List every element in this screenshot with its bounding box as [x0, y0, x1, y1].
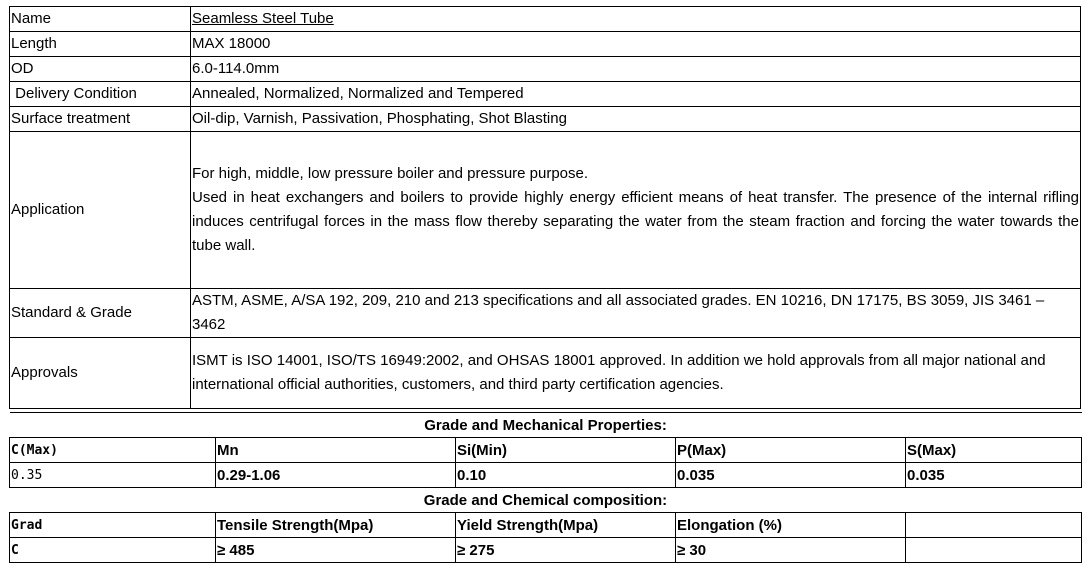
mechanical-value: 0.035	[676, 463, 906, 488]
surface-label: Surface treatment	[10, 107, 191, 132]
spec-row-length	[10, 32, 1081, 57]
chemical-value: ≥ 275	[456, 538, 676, 563]
approvals-line-2: international official authorities, customers, and third party certification agencies.	[192, 376, 724, 393]
chemical-header: Grad	[10, 513, 216, 538]
spec-row-standard	[10, 289, 1081, 338]
mechanical-value: 0.35	[10, 463, 216, 488]
spec-row-approvals	[10, 338, 1081, 409]
mechanical-title-row	[10, 413, 1082, 438]
chemical-value: C	[10, 538, 216, 563]
chemical-value: ≥ 485	[216, 538, 456, 563]
spec-table	[9, 6, 1081, 409]
mechanical-value: 0.10	[456, 463, 676, 488]
delivery-value: Annealed, Normalized, Normalized and Tempered	[191, 82, 1081, 107]
od-value: 6.0-114.0mm	[191, 57, 1081, 82]
spec-row-name	[10, 7, 1081, 32]
length-label: Length	[10, 32, 191, 57]
chemical-header	[906, 513, 1082, 538]
surface-value: Oil-dip, Varnish, Passivation, Phosphating, Shot Blasting	[191, 107, 1081, 132]
standard-label: Standard & Grade	[10, 289, 191, 338]
approvals-value	[191, 338, 1081, 409]
chemical-value-row	[10, 538, 1082, 563]
chemical-value: ≥ 30	[676, 538, 906, 563]
application-value	[191, 132, 1081, 289]
standard-value: ASTM, ASME, A/SA 192, 209, 210 and 213 specifications and all associated grades. EN 10216, DN 17175, BS 3059, JIS 3461 – 3462	[191, 289, 1081, 338]
chemical-header-row	[10, 513, 1082, 538]
chemical-header: Elongation (%)	[676, 513, 906, 538]
approvals-line-1: ISMT is ISO 14001, ISO/TS 16949:2002, and OHSAS 18001 approved. In addition we hold approvals from all major national and	[192, 352, 1046, 369]
length-value: MAX 18000	[191, 32, 1081, 57]
mechanical-value: 0.29-1.06	[216, 463, 456, 488]
chemical-header: Yield Strength(Mpa)	[456, 513, 676, 538]
mechanical-title: Grade and Mechanical Properties:	[10, 413, 1082, 438]
application-label: Application	[10, 132, 191, 289]
name-value[interactable]: Seamless Steel Tube	[191, 7, 1081, 32]
mechanical-value-row	[10, 463, 1082, 488]
mechanical-header: C(Max)	[10, 438, 216, 463]
chemical-title-row	[10, 488, 1082, 513]
approvals-label: Approvals	[10, 338, 191, 409]
chemical-title: Grade and Chemical composition:	[10, 488, 1082, 513]
mechanical-header: P(Max)	[676, 438, 906, 463]
od-label: OD	[10, 57, 191, 82]
spec-row-surface	[10, 107, 1081, 132]
spec-row-od	[10, 57, 1081, 82]
mechanical-header: Mn	[216, 438, 456, 463]
mechanical-header-row	[10, 438, 1082, 463]
mechanical-header: Si(Min)	[456, 438, 676, 463]
chemical-header: Tensile Strength(Mpa)	[216, 513, 456, 538]
application-line-1: For high, middle, low pressure boiler and pressure purpose.	[192, 165, 589, 182]
mechanical-properties-table	[9, 412, 1082, 488]
spec-row-delivery	[10, 82, 1081, 107]
delivery-label: Delivery Condition	[10, 82, 191, 107]
application-line-2: Used in heat exchangers and boilers to provide highly energy efficient means of heat transfer. The presence of the internal rifling induces centrifugal forces in the mass flow thereby separating the water from the steam fraction and forcing the water towards the tube wall.	[192, 189, 1079, 254]
mechanical-header: S(Max)	[906, 438, 1082, 463]
name-label: Name	[10, 7, 191, 32]
spec-row-application	[10, 132, 1081, 289]
chemical-value	[906, 538, 1082, 563]
chemical-composition-table	[9, 487, 1082, 563]
mechanical-value: 0.035	[906, 463, 1082, 488]
